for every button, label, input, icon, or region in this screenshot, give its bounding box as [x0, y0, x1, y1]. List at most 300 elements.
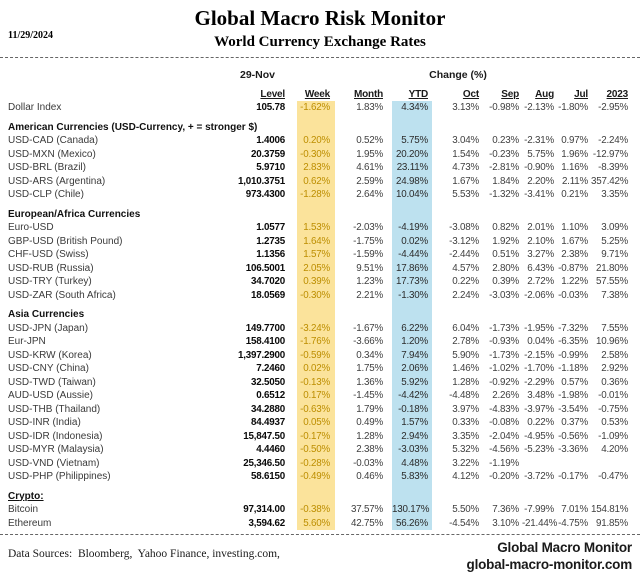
cell-aug: -2.29%	[522, 376, 557, 390]
cell-level: 84.4937	[230, 416, 288, 430]
cell-aug: -2.31%	[522, 134, 557, 148]
section-spacer-cell	[482, 484, 522, 504]
cell-2023: -0.75%	[591, 403, 631, 417]
cell-2023: 0.53%	[591, 416, 631, 430]
cell-week: -3.24%	[288, 322, 340, 336]
cell-aug: -5.23%	[522, 443, 557, 457]
cell-week: -1.76%	[288, 335, 340, 349]
cell-month: -1.75%	[340, 235, 386, 249]
table-body	[8, 101, 631, 530]
cell-sep: 0.23%	[482, 134, 522, 148]
table-row	[8, 289, 631, 303]
row-label: Eur-JPN	[8, 335, 230, 349]
cell-week: -0.38%	[288, 503, 340, 517]
cell-sep: -0.23%	[482, 148, 522, 162]
cell-2023: 21.80%	[591, 262, 631, 276]
cell-sep: -0.08%	[482, 416, 522, 430]
row-label: USD-INR (India)	[8, 416, 230, 430]
cell-ytd: -3.03%	[386, 443, 436, 457]
cell-level: 18.0569	[230, 289, 288, 303]
cell-week: -0.30%	[288, 148, 340, 162]
cell-month: 0.52%	[340, 134, 386, 148]
cell-week: 0.39%	[288, 275, 340, 289]
cell-level: 1,010.3751	[230, 175, 288, 189]
row-label: Ethereum	[8, 517, 230, 531]
cell-aug: 0.22%	[522, 416, 557, 430]
cell-jul: 1.96%	[557, 148, 591, 162]
table-row	[8, 262, 631, 276]
cell-oct: 3.13%	[436, 101, 482, 115]
row-label: USD-RUB (Russia)	[8, 262, 230, 276]
cell-ytd: 7.94%	[386, 349, 436, 363]
section-spacer-cell	[436, 302, 482, 322]
cell-level: 25,346.50	[230, 457, 288, 471]
cell-oct: 5.50%	[436, 503, 482, 517]
cell-aug: 0.04%	[522, 335, 557, 349]
cell-jul: -1.18%	[557, 362, 591, 376]
cell-month: 0.46%	[340, 470, 386, 484]
table-column-header-row	[8, 82, 631, 101]
cell-oct: 2.78%	[436, 335, 482, 349]
cell-ytd: 130.17%	[386, 503, 436, 517]
section-spacer-cell	[436, 484, 482, 504]
cell-2023: 5.25%	[591, 235, 631, 249]
section-header-row	[8, 202, 631, 222]
cell-month: 1.83%	[340, 101, 386, 115]
cell-aug: 3.48%	[522, 389, 557, 403]
cell-month: 1.79%	[340, 403, 386, 417]
cell-sep: 1.92%	[482, 235, 522, 249]
table-row	[8, 443, 631, 457]
section-title: American Currencies (USD-Currency, + = stronger $)	[8, 122, 257, 133]
table-row	[8, 134, 631, 148]
cell-level: 34.7020	[230, 275, 288, 289]
cell-week: -1.28%	[288, 188, 340, 202]
rates-table	[8, 60, 631, 530]
cell-2023	[591, 457, 631, 471]
column-header-month: Month	[340, 82, 386, 101]
section-spacer-cell	[288, 202, 340, 222]
cell-week: 0.62%	[288, 175, 340, 189]
section-spacer-cell	[386, 484, 436, 504]
column-header-oct: Oct	[436, 82, 482, 101]
cell-week: 0.05%	[288, 416, 340, 430]
row-label: USD-ZAR (South Africa)	[8, 289, 230, 303]
cell-level: 58.6150	[230, 470, 288, 484]
cell-sep: 0.82%	[482, 221, 522, 235]
column-header-sep: Sep	[482, 82, 522, 101]
report-date: 11/29/2024	[8, 30, 53, 41]
table-row	[8, 335, 631, 349]
cell-jul: -0.17%	[557, 470, 591, 484]
section-spacer-cell	[591, 115, 631, 135]
cell-2023: 7.55%	[591, 322, 631, 336]
cell-week: -0.28%	[288, 457, 340, 471]
cell-aug: 2.10%	[522, 235, 557, 249]
cell-oct: 6.04%	[436, 322, 482, 336]
brand-name: Global Macro Monitor	[467, 540, 632, 557]
cell-level: 973.4300	[230, 188, 288, 202]
cell-week: -0.30%	[288, 289, 340, 303]
cell-week: 5.60%	[288, 517, 340, 531]
cell-oct: -2.44%	[436, 248, 482, 262]
cell-2023: 9.71%	[591, 248, 631, 262]
cell-month: 2.59%	[340, 175, 386, 189]
cell-month: -1.59%	[340, 248, 386, 262]
cell-level: 32.5050	[230, 376, 288, 390]
table-row	[8, 416, 631, 430]
cell-month: -1.67%	[340, 322, 386, 336]
row-label: USD-KRW (Korea)	[8, 349, 230, 363]
cell-aug: -1.70%	[522, 362, 557, 376]
cell-aug: 2.72%	[522, 275, 557, 289]
footer	[0, 535, 640, 573]
row-label: USD-TWD (Taiwan)	[8, 376, 230, 390]
label-column-header	[8, 82, 230, 101]
column-header-aug: Aug	[522, 82, 557, 101]
cell-2023: -0.01%	[591, 389, 631, 403]
cell-level: 5.9710	[230, 161, 288, 175]
cell-level: 1,397.2900	[230, 349, 288, 363]
cell-jul: -3.54%	[557, 403, 591, 417]
cell-level: 3,594.62	[230, 517, 288, 531]
cell-oct: 1.54%	[436, 148, 482, 162]
section-spacer-cell	[386, 202, 436, 222]
section-header-row	[8, 484, 631, 504]
cell-oct: -4.48%	[436, 389, 482, 403]
cell-week: -0.59%	[288, 349, 340, 363]
cell-aug: 6.43%	[522, 262, 557, 276]
cell-sep: -1.73%	[482, 349, 522, 363]
cell-week: 1.53%	[288, 221, 340, 235]
cell-sep: -0.98%	[482, 101, 522, 115]
section-header-row	[8, 115, 631, 135]
cell-ytd: -4.44%	[386, 248, 436, 262]
cell-oct: 5.53%	[436, 188, 482, 202]
table-row	[8, 221, 631, 235]
table-row	[8, 517, 631, 531]
cell-aug: 3.27%	[522, 248, 557, 262]
section-title: Crypto:	[8, 491, 44, 502]
cell-level: 1.4006	[230, 134, 288, 148]
cell-sep: -2.04%	[482, 430, 522, 444]
section-spacer-cell	[482, 115, 522, 135]
cell-oct: -4.54%	[436, 517, 482, 531]
cell-aug: 2.01%	[522, 221, 557, 235]
cell-aug: -1.95%	[522, 322, 557, 336]
table-row	[8, 403, 631, 417]
cell-jul: 0.97%	[557, 134, 591, 148]
cell-ytd: 17.73%	[386, 275, 436, 289]
brand-url: global-macro-monitor.com	[467, 557, 632, 573]
table-row	[8, 376, 631, 390]
row-label: AUD-USD (Aussie)	[8, 389, 230, 403]
page-subtitle: World Currency Exchange Rates	[0, 33, 640, 51]
cell-jul: -0.56%	[557, 430, 591, 444]
cell-week: 1.64%	[288, 235, 340, 249]
cell-jul: 0.21%	[557, 188, 591, 202]
cell-oct: -3.08%	[436, 221, 482, 235]
cell-aug: -3.41%	[522, 188, 557, 202]
cell-ytd: 0.02%	[386, 235, 436, 249]
cell-week: 0.02%	[288, 362, 340, 376]
row-label: USD-IDR (Indonesia)	[8, 430, 230, 444]
cell-2023: 91.85%	[591, 517, 631, 531]
cell-oct: 0.33%	[436, 416, 482, 430]
cell-2023: -2.24%	[591, 134, 631, 148]
row-label: GBP-USD (British Pound)	[8, 235, 230, 249]
cell-aug: 5.75%	[522, 148, 557, 162]
cell-jul: 0.57%	[557, 376, 591, 390]
cell-oct: 3.35%	[436, 430, 482, 444]
row-label: USD-VND (Vietnam)	[8, 457, 230, 471]
section-spacer-cell	[557, 484, 591, 504]
section-spacer-cell	[436, 115, 482, 135]
cell-sep: -1.19%	[482, 457, 522, 471]
cell-month: 1.95%	[340, 148, 386, 162]
cell-week: -0.13%	[288, 376, 340, 390]
cell-month: 1.75%	[340, 362, 386, 376]
cell-week: -1.62%	[288, 101, 340, 115]
cell-2023: 4.20%	[591, 443, 631, 457]
row-label: USD-THB (Thailand)	[8, 403, 230, 417]
section-spacer-cell	[288, 484, 340, 504]
cell-2023: -12.97%	[591, 148, 631, 162]
cell-jul: -0.03%	[557, 289, 591, 303]
cell-month: -2.03%	[340, 221, 386, 235]
cell-sep: 1.84%	[482, 175, 522, 189]
cell-2023: -2.95%	[591, 101, 631, 115]
row-label: USD-TRY (Turkey)	[8, 275, 230, 289]
cell-jul: -1.80%	[557, 101, 591, 115]
cell-ytd: 1.57%	[386, 416, 436, 430]
cell-jul: 1.10%	[557, 221, 591, 235]
cell-aug: -2.06%	[522, 289, 557, 303]
cell-level: 149.7700	[230, 322, 288, 336]
cell-oct: 1.46%	[436, 362, 482, 376]
row-label: Bitcoin	[8, 503, 230, 517]
cell-month: 1.23%	[340, 275, 386, 289]
row-label: USD-CAD (Canada)	[8, 134, 230, 148]
cell-ytd: 4.48%	[386, 457, 436, 471]
cell-oct: 4.73%	[436, 161, 482, 175]
section-spacer-cell	[591, 302, 631, 322]
cell-2023: -1.09%	[591, 430, 631, 444]
cell-level: 7.2460	[230, 362, 288, 376]
section-spacer-cell	[522, 202, 557, 222]
row-label: Euro-USD	[8, 221, 230, 235]
cell-sep: -0.93%	[482, 335, 522, 349]
cell-month: 2.21%	[340, 289, 386, 303]
row-label: USD-ARS (Argentina)	[8, 175, 230, 189]
cell-oct: 3.22%	[436, 457, 482, 471]
cell-oct: 2.24%	[436, 289, 482, 303]
section-spacer-cell	[482, 202, 522, 222]
cell-sep: -1.73%	[482, 322, 522, 336]
cell-2023: 357.42%	[591, 175, 631, 189]
column-header-level: Level	[230, 82, 288, 101]
cell-ytd: 10.04%	[386, 188, 436, 202]
section-spacer-cell	[340, 202, 386, 222]
cell-jul: 1.16%	[557, 161, 591, 175]
section-spacer-cell	[482, 302, 522, 322]
cell-month: 2.38%	[340, 443, 386, 457]
cell-ytd: 24.98%	[386, 175, 436, 189]
cell-month: 0.49%	[340, 416, 386, 430]
cell-2023: -0.47%	[591, 470, 631, 484]
brand-block	[467, 540, 632, 573]
row-label: USD-CNY (China)	[8, 362, 230, 376]
cell-ytd: 2.06%	[386, 362, 436, 376]
cell-level: 106.5001	[230, 262, 288, 276]
cell-sep: 7.36%	[482, 503, 522, 517]
cell-oct: 5.32%	[436, 443, 482, 457]
cell-sep: -0.92%	[482, 376, 522, 390]
section-spacer-cell	[230, 484, 288, 504]
cell-aug: 2.20%	[522, 175, 557, 189]
column-header-jul: Jul	[557, 82, 591, 101]
cell-jul: -6.35%	[557, 335, 591, 349]
section-spacer-cell	[340, 115, 386, 135]
table-row	[8, 362, 631, 376]
table-row	[8, 188, 631, 202]
row-label: CHF-USD (Swiss)	[8, 248, 230, 262]
cell-aug: -7.99%	[522, 503, 557, 517]
row-label: USD-MXN (Mexico)	[8, 148, 230, 162]
cell-sep: -4.56%	[482, 443, 522, 457]
cell-jul: -1.98%	[557, 389, 591, 403]
cell-ytd: 5.83%	[386, 470, 436, 484]
cell-month: 2.64%	[340, 188, 386, 202]
cell-level: 20.3759	[230, 148, 288, 162]
cell-jul: 7.01%	[557, 503, 591, 517]
cell-ytd: 23.11%	[386, 161, 436, 175]
cell-sep: -4.83%	[482, 403, 522, 417]
section-title: Asia Currencies	[8, 309, 84, 320]
table-row	[8, 248, 631, 262]
cell-month: 9.51%	[340, 262, 386, 276]
table-row	[8, 148, 631, 162]
cell-aug: -21.44%	[522, 517, 557, 531]
cell-week: -0.50%	[288, 443, 340, 457]
cell-level: 0.6512	[230, 389, 288, 403]
cell-sep: 3.10%	[482, 517, 522, 531]
cell-aug: -3.72%	[522, 470, 557, 484]
cell-sep: 0.39%	[482, 275, 522, 289]
cell-ytd: 17.86%	[386, 262, 436, 276]
table-row	[8, 275, 631, 289]
change-group-header: Change (%)	[288, 60, 631, 82]
cell-jul: -7.32%	[557, 322, 591, 336]
cell-sep: -2.81%	[482, 161, 522, 175]
row-label: USD-JPN (Japan)	[8, 322, 230, 336]
section-spacer-cell	[288, 115, 340, 135]
table-row	[8, 389, 631, 403]
row-label: USD-PHP (Philippines)	[8, 470, 230, 484]
cell-2023: 57.55%	[591, 275, 631, 289]
cell-sep: 0.51%	[482, 248, 522, 262]
cell-oct: 1.67%	[436, 175, 482, 189]
cell-oct: 4.12%	[436, 470, 482, 484]
cell-month: 42.75%	[340, 517, 386, 531]
cell-level: 15,847.50	[230, 430, 288, 444]
section-spacer-cell	[557, 115, 591, 135]
cell-level: 4.4460	[230, 443, 288, 457]
cell-aug: -2.13%	[522, 101, 557, 115]
cell-jul: -4.75%	[557, 517, 591, 531]
cell-ytd: 6.22%	[386, 322, 436, 336]
cell-ytd: -4.19%	[386, 221, 436, 235]
column-header-week: Week	[288, 82, 340, 101]
cell-ytd: 4.34%	[386, 101, 436, 115]
cell-level: 97,314.00	[230, 503, 288, 517]
cell-jul: 0.37%	[557, 416, 591, 430]
cell-week: -0.49%	[288, 470, 340, 484]
cell-ytd: -4.42%	[386, 389, 436, 403]
section-header-row	[8, 302, 631, 322]
section-spacer-cell	[386, 302, 436, 322]
section-title: European/Africa Currencies	[8, 209, 140, 220]
cell-sep: -1.02%	[482, 362, 522, 376]
cell-jul: 1.67%	[557, 235, 591, 249]
table-row	[8, 457, 631, 471]
cell-sep: -3.03%	[482, 289, 522, 303]
section-spacer-cell	[522, 484, 557, 504]
cell-month: 1.28%	[340, 430, 386, 444]
cell-level: 34.2880	[230, 403, 288, 417]
cell-month: 0.34%	[340, 349, 386, 363]
cell-oct: -3.12%	[436, 235, 482, 249]
cell-week: 0.17%	[288, 389, 340, 403]
cell-2023: 2.92%	[591, 362, 631, 376]
section-spacer-cell	[230, 302, 288, 322]
cell-2023: 3.09%	[591, 221, 631, 235]
cell-2023: 10.96%	[591, 335, 631, 349]
cell-month: -0.03%	[340, 457, 386, 471]
page-title: Global Macro Risk Monitor	[0, 6, 640, 30]
table-row	[8, 349, 631, 363]
section-spacer-cell	[557, 302, 591, 322]
cell-oct: 3.97%	[436, 403, 482, 417]
cell-jul	[557, 457, 591, 471]
cell-level: 1.2735	[230, 235, 288, 249]
cell-jul: -3.36%	[557, 443, 591, 457]
cell-level: 1.0577	[230, 221, 288, 235]
label-column-spacer	[8, 60, 230, 82]
section-spacer-cell	[522, 302, 557, 322]
cell-jul: 2.38%	[557, 248, 591, 262]
cell-2023: -8.39%	[591, 161, 631, 175]
section-spacer-cell	[386, 115, 436, 135]
section-spacer-cell	[522, 115, 557, 135]
column-header-2023: 2023	[591, 82, 631, 101]
cell-week: 1.57%	[288, 248, 340, 262]
cell-ytd: 56.26%	[386, 517, 436, 531]
cell-aug: -0.90%	[522, 161, 557, 175]
cell-2023: 7.38%	[591, 289, 631, 303]
top-divider	[0, 57, 640, 58]
table-row	[8, 322, 631, 336]
section-spacer-cell	[591, 484, 631, 504]
cell-sep: 2.26%	[482, 389, 522, 403]
cell-ytd: 5.92%	[386, 376, 436, 390]
cell-level: 105.78	[230, 101, 288, 115]
cell-jul: 1.22%	[557, 275, 591, 289]
table-row	[8, 101, 631, 115]
cell-oct: 1.28%	[436, 376, 482, 390]
table-row	[8, 175, 631, 189]
table-row	[8, 470, 631, 484]
